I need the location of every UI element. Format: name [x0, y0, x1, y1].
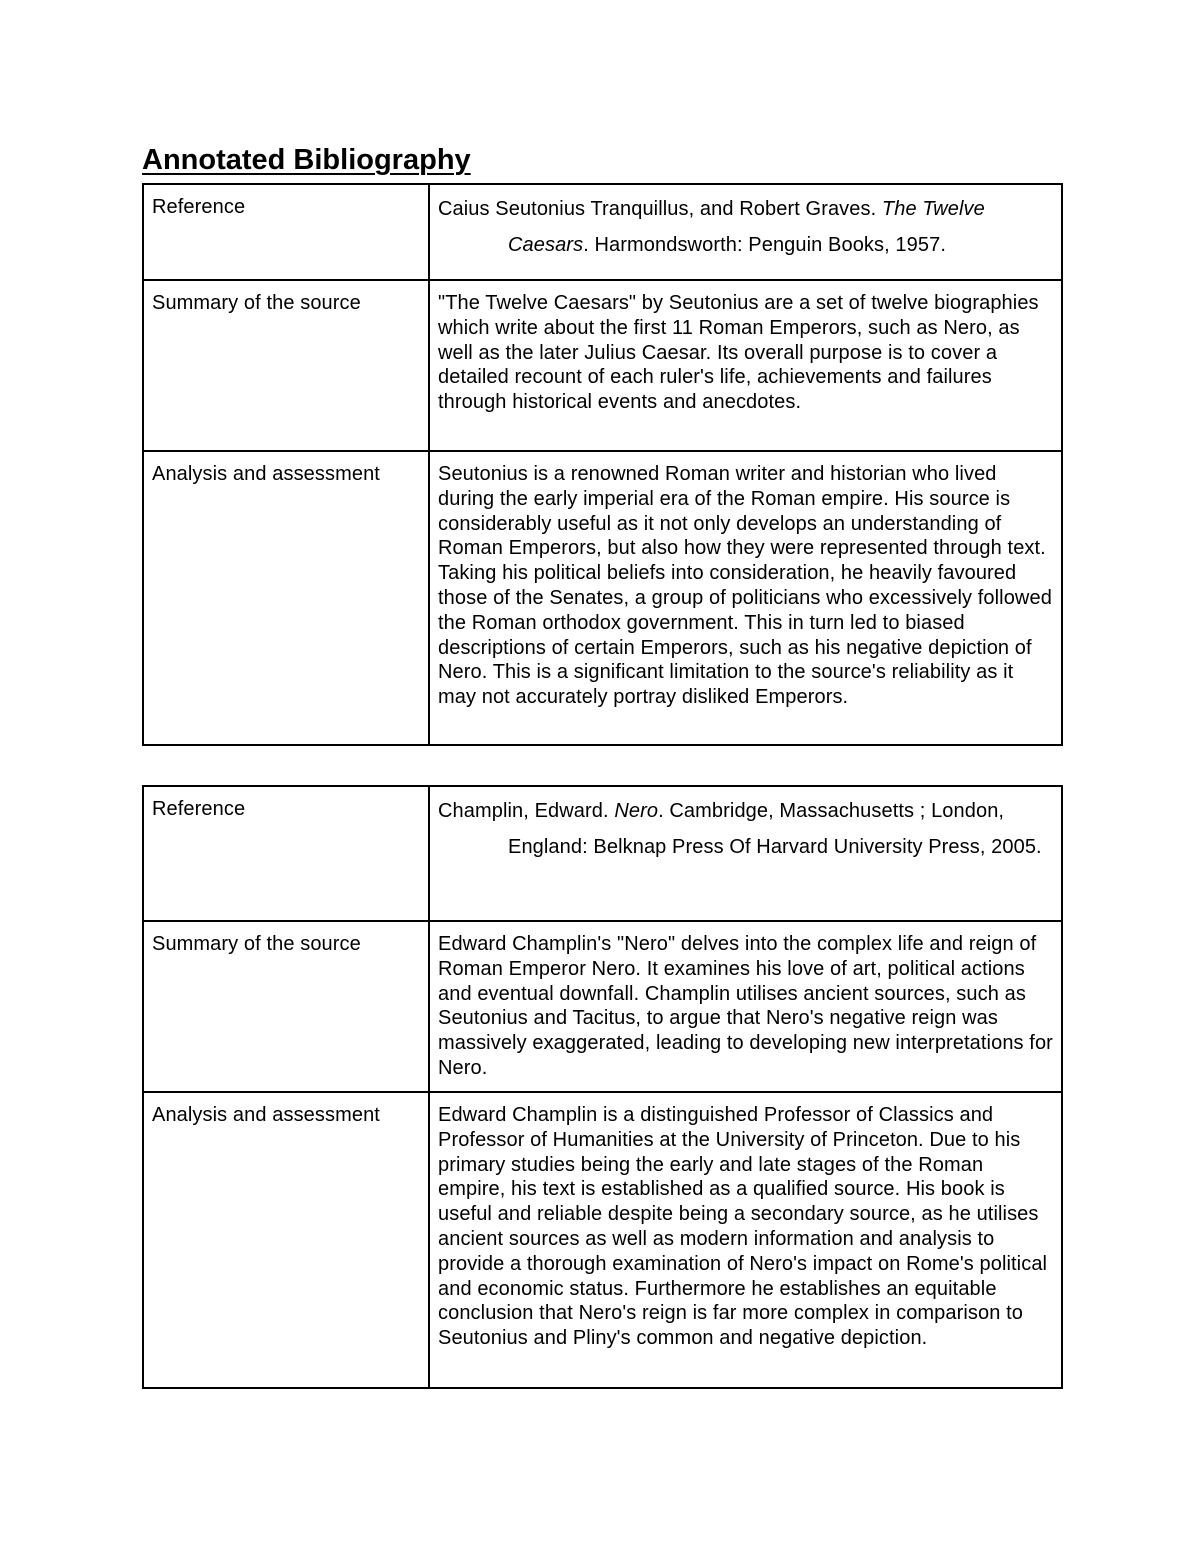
summary-row — [143, 921, 1062, 1092]
bibliography-table-2 — [142, 785, 1063, 1389]
citation-authors: Champlin, Edward. — [438, 800, 615, 822]
page-title: Annotated Bibliography — [142, 144, 471, 176]
reference-label: Reference — [143, 184, 429, 280]
reference-citation — [438, 793, 1053, 865]
analysis-text: Edward Champlin is a distinguished Professor of Classics and Professor of Humanities at the University of Princeton. Due to his primary studies being the early and late stages of the Roman empire, his text is established as a qualified source. His book is useful and reliable despite being a secondary source, as he utilises ancient sources as well as modern information and analysis to provide a thorough examination of Nero's impact on Rome's political and economic status. Furthermore he establishes an equitable conclusion that Nero's reign is far more complex in comparison to Seutonius and Pliny's common and negative depiction. — [429, 1092, 1062, 1388]
summary-label: Summary of the source — [143, 280, 429, 451]
reference-label: Reference — [143, 786, 429, 921]
reference-cell — [429, 184, 1062, 280]
summary-text: Edward Champlin's "Nero" delves into the complex life and reign of Roman Emperor Nero. It examines his love of art, political actions and eventual downfall. Champlin utilises ancient sources, such as Seutonius and Tacitus, to argue that Nero's negative reign was massively exaggerated, leading to developing new interpretations for Nero. — [429, 921, 1062, 1092]
reference-row — [143, 184, 1062, 280]
citation-authors: Caius Seutonius Tranquillus, and Robert Graves. — [438, 198, 882, 220]
summary-row — [143, 280, 1062, 451]
bibliography-table-1 — [142, 183, 1063, 746]
citation-publisher: . Harmondsworth: Penguin Books, 1957. — [583, 234, 946, 256]
reference-row — [143, 786, 1062, 921]
reference-citation — [438, 191, 1053, 263]
reference-cell — [429, 786, 1062, 921]
analysis-label: Analysis and assessment — [143, 451, 429, 745]
summary-label: Summary of the source — [143, 921, 429, 1092]
citation-publisher: . Cambridge, Massachusetts ; London, England: Belknap Press Of Harvard University Press, 2005. — [508, 800, 1042, 858]
summary-text: "The Twelve Caesars" by Seutonius are a set of twelve biographies which write about the first 11 Roman Emperors, such as Nero, as well as the later Julius Caesar. Its overall purpose is to cover a detailed recount of each ruler's life, achievements and failures through historical events and anecdotes. — [429, 280, 1062, 451]
citation-title: The Twelve Caesars — [508, 198, 985, 256]
analysis-label: Analysis and assessment — [143, 1092, 429, 1388]
analysis-text: Seutonius is a renowned Roman writer and historian who lived during the early imperial era of the Roman empire. His source is considerably useful as it not only develops an understanding of Roman Emperors, but also how they were represented through text. Taking his political beliefs into consideration, he heavily favoured those of the Senates, a group of politicians who excessively followed the Roman orthodox government. This in turn led to biased descriptions of certain Emperors, such as his negative depiction of Nero. This is a significant limitation to the source's reliability as it may not accurately portray disliked Emperors. — [429, 451, 1062, 745]
analysis-row — [143, 1092, 1062, 1388]
analysis-row — [143, 451, 1062, 745]
citation-title: Nero — [614, 800, 659, 822]
